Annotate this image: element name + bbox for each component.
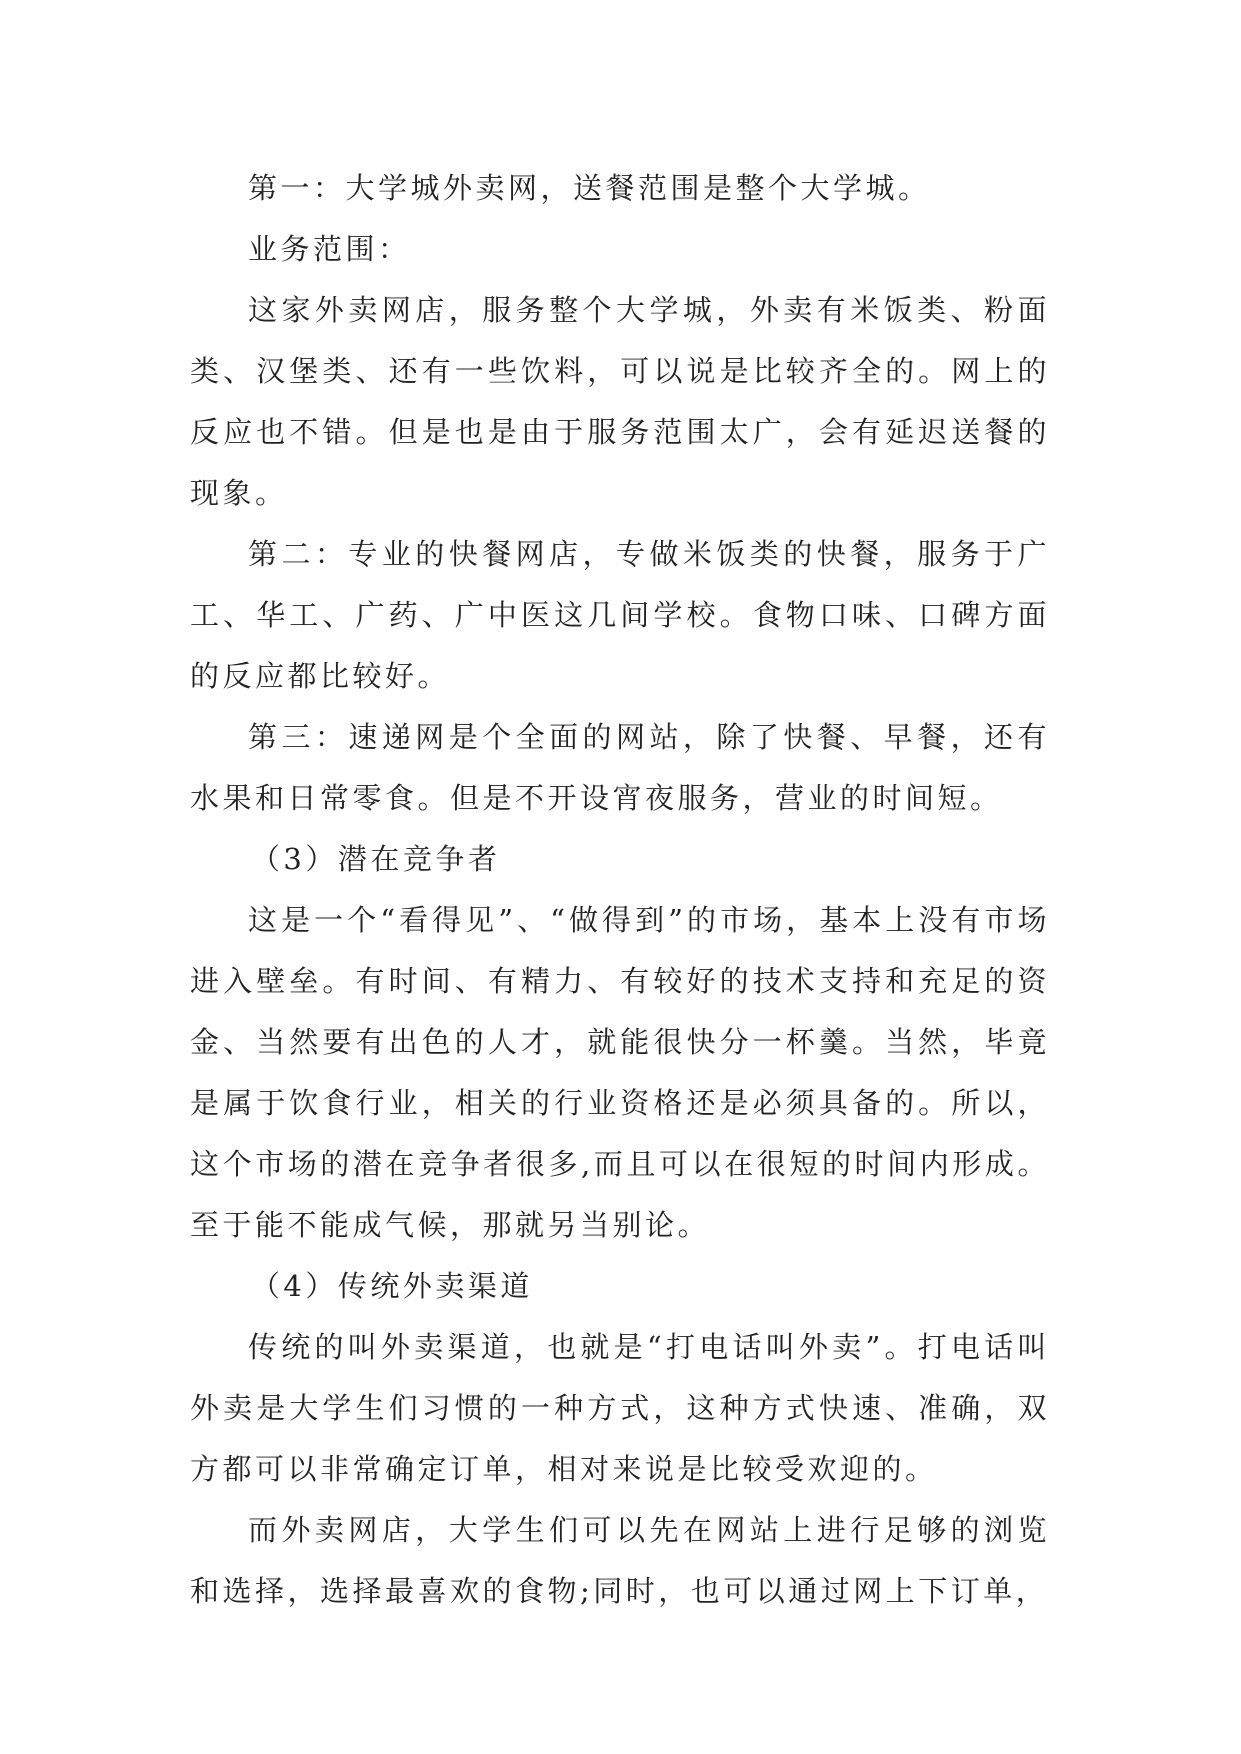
paragraph-business-scope: 这家外卖网店，服务整个大学城，外卖有米饭类、粉面类、汉堡类、还有一些饮料，可以说是比较齐全的。网上的反应也不错。但是也是由于服务范围太广，会有延迟送餐的现象。 <box>190 293 1050 510</box>
paragraph-first-competitor: 第一：大学城外卖网，送餐范围是整个大学城。 <box>248 171 931 205</box>
document-body <box>190 158 1050 1622</box>
paragraph-third-competitor: 第三：速递网是个全面的网站，除了快餐、早餐，还有水果和日常零食。但是不开设宵夜服务，营业的时间短。 <box>190 720 1050 815</box>
paragraph-traditional-channel: 传统的叫外卖渠道，也就是“打电话叫外卖”。打电话叫外卖是大学生们习惯的一种方式，这种方式快速、准确，双方都可以非常确定订单，相对来说是比较受欢迎的。 <box>190 1330 1050 1486</box>
paragraph-potential-competitors: 这是一个“看得见”、“做得到”的市场，基本上没有市场进入壁垒。有时间、有精力、有较好的技术支持和充足的资金、当然要有出色的人才，就能很快分一杯羹。当然，毕竟是属于饮食行业，相关的行业资格还是必须具备的。所以，这个市场的潜在竞争者很多,而且可以在很短的时间内形成。至于能不能成气候，那就另当别论。 <box>190 903 1050 1242</box>
section-heading-traditional-channel: （4）传统外卖渠道 <box>250 1269 533 1303</box>
paragraph-second-competitor: 第二：专业的快餐网店，专做米饭类的快餐，服务于广工、华工、广药、广中医这几间学校。食物口味、口碑方面的反应都比较好。 <box>190 537 1050 693</box>
paragraph-online-store: 而外卖网店，大学生们可以先在网站上进行足够的浏览和选择，选择最喜欢的食物;同时，也可以通过网上下订单， <box>190 1513 1050 1608</box>
section-heading-potential-competitors: （3）潜在竞争者 <box>250 842 501 876</box>
paragraph-business-scope-label: 业务范围： <box>248 232 411 266</box>
